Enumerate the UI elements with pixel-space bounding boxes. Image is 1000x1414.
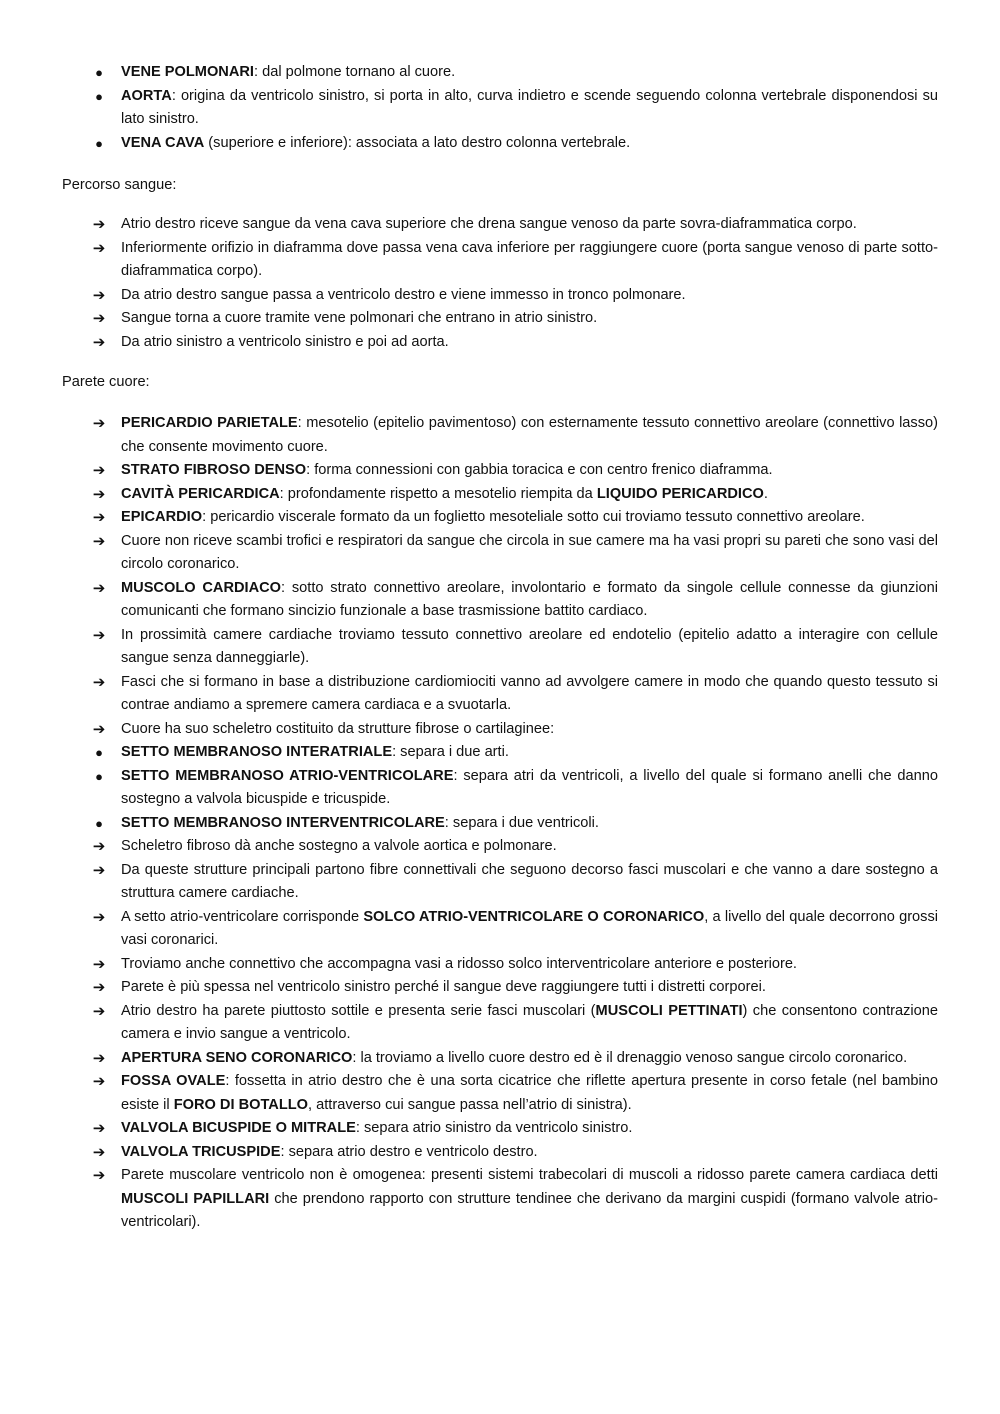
arrow-bullet-icon: ➔	[92, 979, 106, 996]
list-item	[0, 976, 1000, 1000]
item-text: ) che consentono contrazione camera e invio sangue a ventricolo.	[121, 1002, 938, 1042]
list-item	[0, 237, 1000, 284]
list-item	[0, 859, 1000, 906]
item-term: AORTA	[121, 87, 172, 104]
item-term: APERTURA SENO CORONARICO	[121, 1049, 353, 1066]
item-text: : sotto strato connettivo areolare, involontario e formato da singole cellule connesse da giunzioni comunicanti che formano sincizio funzionale a base trasmissione battito cardiaco.	[121, 579, 938, 619]
list-item	[0, 741, 1000, 765]
item-text: : forma connessioni con gabbia toracica e con centro frenico diaframma.	[306, 462, 773, 478]
item-text: Atrio destro riceve sangue da vena cava superiore che drena sangue venoso da parte sovra-diaframmatica corpo.	[121, 216, 857, 232]
list-item	[0, 577, 1000, 624]
bullet-dot-icon: ●	[95, 745, 103, 760]
item-text: : mesotelio (epitelio pavimentoso) con esternamente tessuto connettivo areolare (connettivo lasso) che consente movimento cuore.	[121, 415, 938, 455]
arrow-bullet-icon: ➔	[92, 239, 106, 257]
item-text: Inferiormente orifizio in diaframma dove passa vena cava inferiore per raggiungere cuore (porta sangue venoso di parte sotto-diaframmatica corpo).	[121, 239, 938, 279]
list-item	[0, 1070, 1000, 1117]
list-item	[0, 1047, 1000, 1071]
arrow-bullet-icon: ➔	[92, 1167, 106, 1184]
item-text: Da atrio destro sangue passa a ventricolo destro e viene immesso in tronco polmonare.	[121, 286, 686, 303]
arrow-bullet-icon: ➔	[92, 216, 106, 233]
item-term: EPICARDIO	[121, 509, 203, 525]
list-item	[0, 132, 1000, 156]
arrow-bullet-icon: ➔	[92, 1073, 106, 1090]
list-item	[0, 530, 1000, 577]
item-term: SETTO MEMBRANOSO INTERATRIALE	[121, 744, 393, 760]
list-item	[0, 307, 1000, 331]
item-term: VALVOLA TRICUSPIDE	[121, 1143, 281, 1160]
item-text: : separa atri da ventricoli, a livello del quale si formano anelli che danno sostegno a valvola bicuspide e tricuspide.	[121, 767, 938, 807]
arrow-bullet-icon: ➔	[92, 1049, 106, 1067]
item-text: , attraverso cui sangue passa nell’atrio di sinistra).	[308, 1096, 632, 1113]
list-item	[0, 718, 1000, 742]
list-item	[0, 1164, 1000, 1235]
bullet-dot-icon: ●	[95, 88, 103, 104]
item-text: Fasci che si formano in base a distribuzione cardiomiociti vanno ad avvolgere camere in modo che quando questo tessuto si contrae andiamo a spremere camera cardiaca e a svuotarla.	[121, 673, 938, 713]
item-text: A setto atrio-ventricolare corrisponde	[121, 908, 364, 925]
item-term: MUSCOLI PETTINATI	[595, 1002, 743, 1019]
item-text: Troviamo anche connettivo che accompagna vasi a ridosso solco interventricolare anteriore e posteriore.	[121, 955, 797, 972]
item-text: Parete è più spessa nel ventricolo sinistro perché il sangue deve raggiungere tutti i distretti corporei.	[121, 979, 766, 995]
list-item	[0, 835, 1000, 859]
arrow-bullet-icon: ➔	[92, 861, 106, 879]
arrow-bullet-icon: ➔	[92, 626, 106, 644]
item-text: Atrio destro ha parete piuttosto sottile e presenta serie fasci muscolari (	[121, 1002, 596, 1019]
item-text: : separa i due arti.	[392, 744, 509, 760]
arrow-bullet-icon: ➔	[92, 333, 106, 351]
arrow-bullet-icon: ➔	[92, 485, 106, 503]
arrow-bullet-icon: ➔	[92, 310, 106, 327]
item-text: Cuore non riceve scambi trofici e respiratori da sangue che circola in sue camere ma ha vasi propri su pareti che sono vasi del circolo coronarico.	[121, 532, 938, 572]
arrow-bullet-icon: ➔	[92, 838, 106, 855]
item-text: Scheletro fibroso dà anche sostegno a valvole aortica e polmonare.	[121, 838, 557, 854]
arrow-bullet-icon: ➔	[92, 908, 106, 926]
item-term: PERICARDIO PARIETALE	[121, 415, 298, 431]
list-item	[0, 1117, 1000, 1141]
item-text: Sangue torna a cuore tramite vene polmonari che entrano in atrio sinistro.	[121, 310, 598, 326]
arrow-bullet-icon: ➔	[92, 579, 106, 597]
item-term: VENE POLMONARI	[121, 64, 254, 80]
list-item	[0, 506, 1000, 530]
list-item	[0, 765, 1000, 812]
item-text: : separa i due ventricoli.	[444, 814, 599, 831]
item-text: : la troviamo a livello cuore destro ed è il drenaggio venoso sangue circolo coronarico.	[352, 1049, 908, 1066]
list-item	[0, 61, 1000, 85]
list-item	[0, 1000, 1000, 1047]
bullet-dot-icon: ●	[95, 768, 103, 784]
list-item	[0, 953, 1000, 977]
list-item	[0, 624, 1000, 671]
list-item	[0, 483, 1000, 507]
item-text: : fossetta in atrio destro che è una sorta cicatrice che riflette apertura presente in corso fetale (nel bambino esiste il	[121, 1073, 938, 1113]
arrow-bullet-icon: ➔	[92, 1120, 106, 1137]
item-text: : separa atrio sinistro da ventricolo sinistro.	[355, 1120, 633, 1136]
list-item	[0, 85, 1000, 132]
item-text: .	[763, 485, 768, 502]
list-item	[0, 213, 1000, 237]
list-item	[0, 671, 1000, 718]
item-term: CAVITÀ PERICARDICA	[121, 485, 280, 502]
item-text: Parete muscolare ventricolo non è omogenea: presenti sistemi trabecolari di muscoli a ridosso parete camera cardiaca detti	[121, 1167, 938, 1183]
bullet-list-vessels	[0, 61, 1000, 155]
item-text: Da queste strutture principali partono fibre connettivali che seguono decorso fasci muscolari e che vanno a dare sostegno a struttura camere cardiache.	[121, 861, 938, 901]
list-item	[0, 1141, 1000, 1165]
arrow-bullet-icon: ➔	[92, 955, 106, 973]
list-item	[0, 459, 1000, 483]
item-text: In prossimità camere cardiache troviamo tessuto connettivo areolare ed endotelio (epitelio adatto a interagire con cellule sangue senza danneggiarle).	[121, 626, 938, 666]
item-term: MUSCOLI PAPILLARI	[121, 1190, 270, 1207]
arrow-bullet-icon: ➔	[92, 720, 106, 738]
arrow-bullet-icon: ➔	[92, 1002, 106, 1020]
arrow-bullet-icon: ➔	[92, 1143, 106, 1161]
bullet-dot-icon: ●	[95, 65, 103, 80]
item-text: : pericardio viscerale formato da un foglietto mesoteliale sotto cui troviamo tessuto connettivo areolare.	[202, 509, 865, 525]
item-term: STRATO FIBROSO DENSO	[121, 462, 307, 478]
section-heading-percorso-sangue: Percorso sangue:	[62, 177, 177, 193]
item-term: SOLCO ATRIO-VENTRICOLARE O CORONARICO	[363, 908, 705, 925]
section-heading-parete-cuore: Parete cuore:	[62, 374, 150, 390]
arrow-list-parete-cuore	[0, 412, 1000, 1235]
list-item	[0, 906, 1000, 953]
item-text: , a livello del quale decorrono grossi vasi coronarici.	[121, 908, 939, 948]
item-term: MUSCOLO CARDIACO	[121, 579, 282, 596]
item-text: Cuore ha suo scheletro costituito da strutture fibrose o cartilaginee:	[121, 720, 555, 737]
list-item	[0, 412, 1000, 459]
arrow-bullet-icon: ➔	[92, 286, 106, 304]
arrow-list-percorso-sangue	[0, 213, 1000, 354]
arrow-bullet-icon: ➔	[92, 673, 106, 691]
item-text: : dal polmone tornano al cuore.	[253, 64, 456, 80]
item-term: VENA CAVA	[121, 134, 205, 151]
item-text: (superiore e inferiore): associata a lato destro colonna vertebrale.	[204, 134, 631, 151]
arrow-bullet-icon: ➔	[92, 415, 106, 432]
item-term: VALVOLA BICUSPIDE O MITRALE	[121, 1120, 356, 1136]
list-item	[0, 284, 1000, 308]
list-item	[0, 812, 1000, 836]
list-item	[0, 331, 1000, 355]
item-text: Da atrio sinistro a ventricolo sinistro e poi ad aorta.	[121, 333, 449, 350]
item-term: FOSSA OVALE	[121, 1073, 226, 1089]
item-text: : profondamente rispetto a mesotelio riempita da	[279, 485, 597, 502]
item-term: FORO DI BOTALLO	[173, 1096, 309, 1113]
arrow-bullet-icon: ➔	[92, 532, 106, 550]
bullet-dot-icon: ●	[95, 135, 103, 151]
arrow-bullet-icon: ➔	[92, 509, 106, 526]
item-term: SETTO MEMBRANOSO INTERVENTRICOLARE	[121, 814, 445, 831]
arrow-bullet-icon: ➔	[92, 462, 106, 479]
item-term: SETTO MEMBRANOSO ATRIO-VENTRICOLARE	[121, 767, 454, 784]
item-text: che prendono rapporto con strutture tendinee che derivano da margini cuspidi (formano valvole atrio-ventricolari).	[121, 1190, 938, 1230]
item-text: : origina da ventricolo sinistro, si porta in alto, curva indietro e scende seguendo colonna vertebrale disponendosi su lato sinistro.	[121, 87, 938, 127]
bullet-dot-icon: ●	[95, 815, 103, 831]
item-text: : separa atrio destro e ventricolo destro.	[280, 1143, 538, 1160]
item-term: LIQUIDO PERICARDICO	[596, 485, 764, 502]
